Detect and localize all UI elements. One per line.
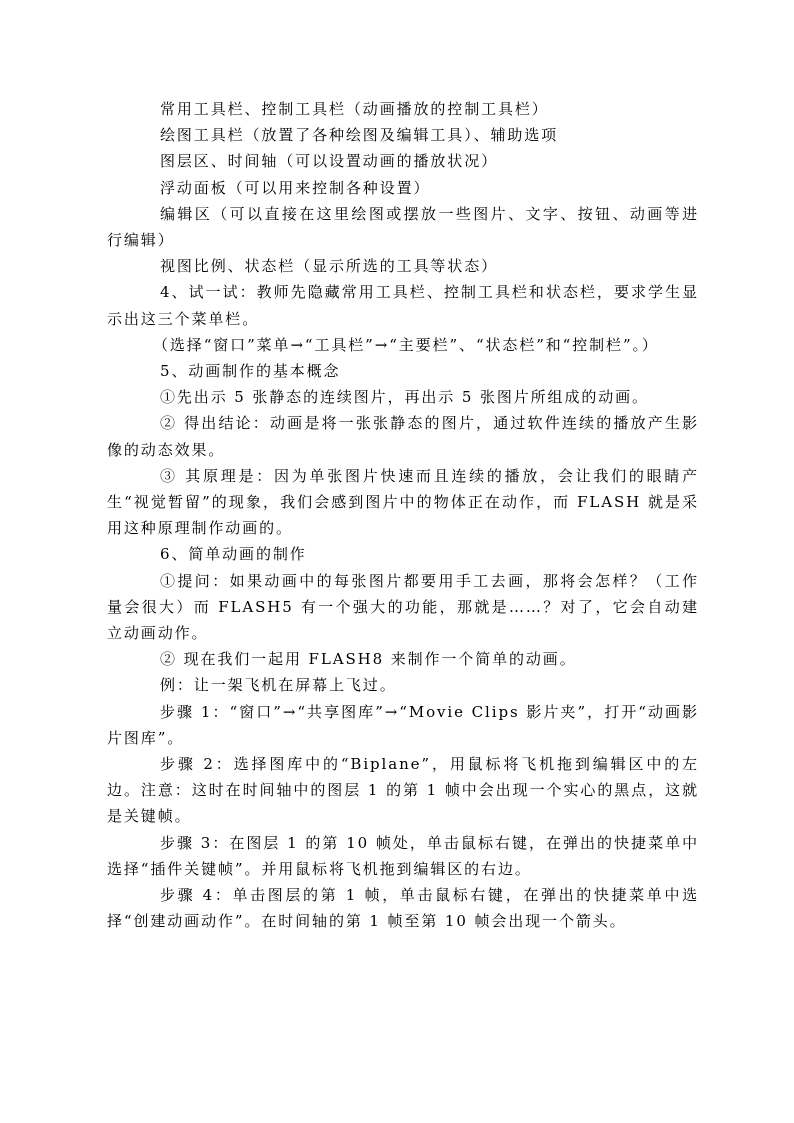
paragraph-principle: ③ 其原理是：因为单张图片快速而且连续的播放，会让我们的眼睛产生“视觉暂留”的现象，我们会感到图片中的物体正在动作，而 FLASH 就是采用这种原理制作动画的。 [107, 466, 699, 538]
paragraph-step-3: 步骤 3：在图层 1 的第 10 帧处，单击鼠标右键，在弹出的快捷菜单中选择“插件关键帧”。并用鼠标将飞机拖到编辑区的右边。 [107, 833, 699, 878]
paragraph-example: 例：让一架飞机在屏幕上飞过。 [160, 676, 397, 695]
paragraph-show-images: ①先出示 5 张静态的连续图片，再出示 5 张图片所组成的动画。 [160, 388, 649, 407]
paragraph-edit-area: 编辑区（可以直接在这里绘图或摆放一些图片、文字、按钮、动画等进行编辑） [107, 204, 699, 250]
paragraph-floating-panel: 浮动面板（可以用来控制各种设置） [160, 178, 431, 197]
paragraph-question: ①提问：如果动画中的每张图片都要用手工去画，那将会怎样？（工作量会很大）而 FLASH5 有一个强大的功能，那就是……？对了，它会自动建立动画动作。 [107, 571, 699, 643]
heading-animation-concepts: 5、动画制作的基本概念 [160, 362, 341, 381]
paragraph-step-1: 步骤 1：“窗口”→“共享图库”→“Movie Clips 影片夹”，打开“动画影片图库”。 [107, 702, 699, 747]
paragraph-select-window: （选择“窗口”菜单→“工具栏”→“主要栏”、“状态栏”和“控制栏”。） [153, 335, 659, 354]
paragraph-conclusion: ② 得出结论：动画是将一张张静态的图片，通过软件连续的播放产生影像的动态效果。 [107, 414, 699, 459]
paragraph-layers-timeline: 图层区、时间轴（可以设置动画的播放状况） [160, 152, 499, 171]
paragraph-toolbars: 常用工具栏、控制工具栏（动画播放的控制工具栏） [160, 100, 549, 118]
paragraph-view-status: 视图比例、状态栏（显示所选的工具等状态） [160, 257, 499, 276]
paragraph-drawing-toolbar: 绘图工具栏（放置了各种绘图及编辑工具）、辅助选项 [160, 126, 559, 145]
paragraph-try-it: 4、试一试：教师先隐藏常用工具栏、控制工具栏和状态栏，要求学生显示出这三个菜单栏。 [107, 283, 699, 328]
document-page [107, 96, 699, 935]
paragraph-make-animation: ② 现在我们一起用 FLASH8 来制作一个简单的动画。 [160, 650, 577, 669]
heading-simple-animation: 6、简单动画的制作 [160, 545, 307, 564]
paragraph-step-4: 步骤 4：单击图层的第 1 帧，单击鼠标右键，在弹出的快捷菜单中选择“创建动画动作”。在时间轴的第 1 帧至第 10 帧会出现一个箭头。 [107, 886, 699, 931]
paragraph-step-2: 步骤 2：选择图库中的“Biplane”，用鼠标将飞机拖到编辑区中的左边。注意：这时在时间轴中的图层 1 的第 1 帧中会出现一个实心的黑点，这就是关键帧。 [107, 755, 699, 826]
